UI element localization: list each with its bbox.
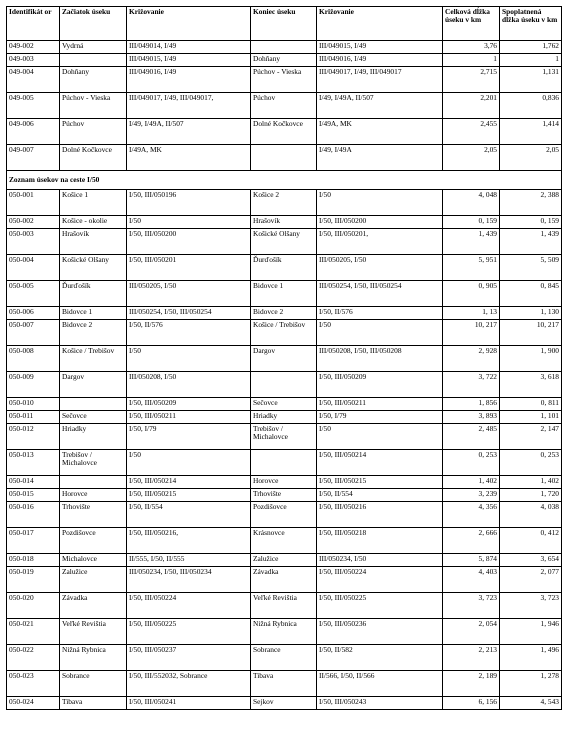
cell-crossing-end: I/50, III/050236 xyxy=(317,619,443,645)
cell-crossing-end: I/50 xyxy=(317,424,443,450)
cell-total-length: 4, 356 xyxy=(443,502,500,528)
header-toll-length: Spoplatnená dĺžka úseku v km xyxy=(500,7,562,41)
cell-total-length: 3, 893 xyxy=(443,411,500,424)
cell-crossing-start: I/50, III/050214 xyxy=(127,476,251,489)
cell-total-length: 10, 217 xyxy=(443,320,500,346)
cell-identifier: 050-021 xyxy=(7,619,60,645)
cell-crossing-start: I/50, III/050224 xyxy=(127,593,251,619)
cell-identifier: 050-003 xyxy=(7,229,60,255)
table-row xyxy=(7,554,562,567)
table-row xyxy=(7,54,562,67)
cell-crossing-end: I/50, III/050218 xyxy=(317,528,443,554)
cell-crossing-start: I/50, III/050211 xyxy=(127,411,251,424)
cell-crossing-start: I/49, I/49A, II/507 xyxy=(127,119,251,145)
cell-total-length: 2,201 xyxy=(443,93,500,119)
cell-crossing-end: I/50, III/050211 xyxy=(317,398,443,411)
cell-toll-length: 2, 388 xyxy=(500,190,562,216)
cell-total-length: 1, 856 xyxy=(443,398,500,411)
cell-section-start: Závadka xyxy=(60,593,127,619)
cell-section-start: Zalužice xyxy=(60,567,127,593)
table-row xyxy=(7,476,562,489)
cell-crossing-end: III/050234, I/50 xyxy=(317,554,443,567)
cell-toll-length: 0, 253 xyxy=(500,450,562,476)
cell-crossing-end: I/49A, MK xyxy=(317,119,443,145)
cell-section-start: Košice / Trebišov xyxy=(60,346,127,372)
table-row xyxy=(7,411,562,424)
cell-section-end: Nižná Rybnica xyxy=(251,619,317,645)
cell-toll-length: 0, 811 xyxy=(500,398,562,411)
table-row xyxy=(7,528,562,554)
cell-toll-length: 0,836 xyxy=(500,93,562,119)
cell-total-length: 2, 485 xyxy=(443,424,500,450)
cell-crossing-end: I/50, III/050216 xyxy=(317,502,443,528)
table-row xyxy=(7,216,562,229)
cell-crossing-end: III/050254, I/50, III/050254 xyxy=(317,281,443,307)
cell-crossing-start: III/049017, I/49, III/049017, xyxy=(127,93,251,119)
table-row xyxy=(7,450,562,476)
cell-section-start: Košice - okolie xyxy=(60,216,127,229)
cell-crossing-start: I/50, III/050200 xyxy=(127,229,251,255)
cell-crossing-start: I/50, III/050241 xyxy=(127,697,251,710)
table-row xyxy=(7,307,562,320)
cell-toll-length: 0, 159 xyxy=(500,216,562,229)
cell-identifier: 049-002 xyxy=(7,41,60,54)
cell-identifier: 050-011 xyxy=(7,411,60,424)
cell-identifier: 050-006 xyxy=(7,307,60,320)
header-section-end: Koniec úseku xyxy=(251,7,317,41)
cell-total-length: 5, 951 xyxy=(443,255,500,281)
header-crossing-start: Križovanie xyxy=(127,7,251,41)
cell-crossing-end: II/566, I/50, II/566 xyxy=(317,671,443,697)
cell-crossing-end: I/50, II/582 xyxy=(317,645,443,671)
cell-total-length: 3,76 xyxy=(443,41,500,54)
cell-section-end: Hrašovík xyxy=(251,216,317,229)
cell-toll-length: 1, 720 xyxy=(500,489,562,502)
cell-total-length: 1, 439 xyxy=(443,229,500,255)
cell-identifier: 050-018 xyxy=(7,554,60,567)
cell-section-start: Hriadky xyxy=(60,424,127,450)
cell-section-start: Vydrná xyxy=(60,41,127,54)
cell-section-end: Tibava xyxy=(251,671,317,697)
cell-toll-length: 5, 509 xyxy=(500,255,562,281)
cell-identifier: 049-005 xyxy=(7,93,60,119)
cell-section-end: Dolné Kočkovce xyxy=(251,119,317,145)
cell-section-end xyxy=(251,145,317,171)
cell-crossing-start: II/555, I/50, II/555 xyxy=(127,554,251,567)
table-header-row xyxy=(7,7,562,41)
cell-crossing-start: I/50 xyxy=(127,346,251,372)
cell-identifier: 050-002 xyxy=(7,216,60,229)
cell-toll-length: 1,762 xyxy=(500,41,562,54)
cell-section-start: Hrašovík xyxy=(60,229,127,255)
header-total-length: Celková dĺžka úseku v km xyxy=(443,7,500,41)
table-row xyxy=(7,671,562,697)
cell-section-end: Košické Olšany xyxy=(251,229,317,255)
cell-crossing-end: I/50, III/050225 xyxy=(317,593,443,619)
table-row xyxy=(7,41,562,54)
cell-crossing-start: III/050208, I/50 xyxy=(127,372,251,398)
cell-total-length: 3, 723 xyxy=(443,593,500,619)
table-row xyxy=(7,645,562,671)
cell-section-start: Nižná Rybnica xyxy=(60,645,127,671)
cell-crossing-end: I/50, III/050224 xyxy=(317,567,443,593)
table-row xyxy=(7,697,562,710)
cell-crossing-start: I/50, III/050209 xyxy=(127,398,251,411)
cell-total-length: 1 xyxy=(443,54,500,67)
cell-crossing-end: III/049015, I/49 xyxy=(317,41,443,54)
cell-section-start: Dargov xyxy=(60,372,127,398)
cell-section-end: Ďurďošík xyxy=(251,255,317,281)
cell-crossing-end: I/50 xyxy=(317,320,443,346)
cell-section-start: Veľké Revištia xyxy=(60,619,127,645)
cell-total-length: 1, 402 xyxy=(443,476,500,489)
cell-crossing-start: III/050254, I/50, III/050254 xyxy=(127,307,251,320)
cell-total-length: 3, 722 xyxy=(443,372,500,398)
cell-total-length: 1, 13 xyxy=(443,307,500,320)
cell-identifier: 050-024 xyxy=(7,697,60,710)
cell-crossing-start: I/50, III/050237 xyxy=(127,645,251,671)
cell-crossing-start: I/50 xyxy=(127,216,251,229)
cell-total-length: 2,715 xyxy=(443,67,500,93)
cell-section-end: Sejkov xyxy=(251,697,317,710)
cell-section-end: Krásnovce xyxy=(251,528,317,554)
cell-crossing-start: III/049015, I/49 xyxy=(127,54,251,67)
cell-identifier: 050-007 xyxy=(7,320,60,346)
table-row xyxy=(7,255,562,281)
cell-crossing-start: I/50, III/050201 xyxy=(127,255,251,281)
cell-section-end: Košice 2 xyxy=(251,190,317,216)
cell-section-start: Trhovište xyxy=(60,502,127,528)
cell-section-end: Bidovce 1 xyxy=(251,281,317,307)
cell-crossing-start: I/50, III/050196 xyxy=(127,190,251,216)
cell-total-length: 4, 048 xyxy=(443,190,500,216)
table-row xyxy=(7,190,562,216)
cell-crossing-end: I/50, II/576 xyxy=(317,307,443,320)
cell-toll-length: 0, 845 xyxy=(500,281,562,307)
cell-toll-length: 1, 439 xyxy=(500,229,562,255)
cell-crossing-end: I/50, III/050214 xyxy=(317,450,443,476)
cell-toll-length: 1, 496 xyxy=(500,645,562,671)
cell-section-end: Hriadky xyxy=(251,411,317,424)
road-sections-table xyxy=(6,6,562,710)
cell-crossing-start: I/50, III/552032, Sobrance xyxy=(127,671,251,697)
cell-section-end: Trhovište xyxy=(251,489,317,502)
cell-section-start xyxy=(60,398,127,411)
cell-toll-length: 1, 101 xyxy=(500,411,562,424)
cell-toll-length: 1 xyxy=(500,54,562,67)
cell-identifier: 050-020 xyxy=(7,593,60,619)
table-row xyxy=(7,67,562,93)
cell-crossing-start: III/050205, I/50 xyxy=(127,281,251,307)
cell-crossing-start: I/49A, MK xyxy=(127,145,251,171)
cell-crossing-end: III/050205, I/50 xyxy=(317,255,443,281)
cell-section-end: Dohňany xyxy=(251,54,317,67)
cell-toll-length: 10, 217 xyxy=(500,320,562,346)
cell-crossing-end: I/49, I/49A xyxy=(317,145,443,171)
cell-identifier: 050-005 xyxy=(7,281,60,307)
cell-section-start: Dohňany xyxy=(60,67,127,93)
cell-crossing-end: I/49, I/49A, II/507 xyxy=(317,93,443,119)
cell-crossing-end: I/50, III/050209 xyxy=(317,372,443,398)
cell-section-start: Bidovce 1 xyxy=(60,307,127,320)
cell-section-start: Púchov - Vieska xyxy=(60,93,127,119)
cell-section-end xyxy=(251,41,317,54)
cell-section-start: Košice 1 xyxy=(60,190,127,216)
cell-section-end: Púchov xyxy=(251,93,317,119)
cell-toll-length: 1, 402 xyxy=(500,476,562,489)
cell-toll-length: 1, 946 xyxy=(500,619,562,645)
cell-total-length: 2,05 xyxy=(443,145,500,171)
cell-section-end: Sečovce xyxy=(251,398,317,411)
table-row xyxy=(7,489,562,502)
table-row xyxy=(7,93,562,119)
cell-identifier: 050-019 xyxy=(7,567,60,593)
cell-total-length: 6, 156 xyxy=(443,697,500,710)
cell-crossing-end: I/50, III/050201, xyxy=(317,229,443,255)
cell-identifier: 050-001 xyxy=(7,190,60,216)
cell-total-length: 0, 159 xyxy=(443,216,500,229)
cell-identifier: 049-007 xyxy=(7,145,60,171)
cell-total-length: 2, 666 xyxy=(443,528,500,554)
cell-identifier: 049-006 xyxy=(7,119,60,145)
cell-crossing-start: III/049014, I/49 xyxy=(127,41,251,54)
cell-crossing-start: I/50, I/79 xyxy=(127,424,251,450)
header-crossing-end: Križovanie xyxy=(317,7,443,41)
cell-section-end: Dargov xyxy=(251,346,317,372)
cell-crossing-start: I/50, II/576 xyxy=(127,320,251,346)
cell-section-end xyxy=(251,450,317,476)
cell-total-length: 2, 189 xyxy=(443,671,500,697)
table-row xyxy=(7,229,562,255)
cell-identifier: 050-013 xyxy=(7,450,60,476)
cell-crossing-end: I/50, III/050200 xyxy=(317,216,443,229)
cell-identifier: 049-004 xyxy=(7,67,60,93)
cell-total-length: 4, 403 xyxy=(443,567,500,593)
cell-toll-length: 1, 130 xyxy=(500,307,562,320)
cell-crossing-end: III/049016, I/49 xyxy=(317,54,443,67)
cell-section-start: Bidovce 2 xyxy=(60,320,127,346)
cell-section-end: Veľké Revištia xyxy=(251,593,317,619)
cell-section-start xyxy=(60,54,127,67)
cell-identifier: 050-010 xyxy=(7,398,60,411)
cell-section-start: Púchov xyxy=(60,119,127,145)
cell-identifier: 050-017 xyxy=(7,528,60,554)
table-row xyxy=(7,502,562,528)
cell-crossing-start: I/50, III/050225 xyxy=(127,619,251,645)
cell-toll-length: 1, 900 xyxy=(500,346,562,372)
cell-toll-length: 4, 543 xyxy=(500,697,562,710)
section-title: Zoznam úsekov na ceste I/50 xyxy=(7,171,562,190)
cell-total-length: 2,455 xyxy=(443,119,500,145)
header-section-start: Začiatok úseku xyxy=(60,7,127,41)
table-row xyxy=(7,119,562,145)
table-row xyxy=(7,346,562,372)
cell-crossing-end: I/50, I/79 xyxy=(317,411,443,424)
cell-toll-length: 2, 147 xyxy=(500,424,562,450)
cell-section-start: Sobrance xyxy=(60,671,127,697)
cell-total-length: 2, 928 xyxy=(443,346,500,372)
cell-total-length: 2, 054 xyxy=(443,619,500,645)
cell-section-start: Pozdišovce xyxy=(60,528,127,554)
cell-section-start: Trebišov / Michalovce xyxy=(60,450,127,476)
cell-section-end: Pozdišovce xyxy=(251,502,317,528)
cell-section-end xyxy=(251,372,317,398)
cell-section-end: Zalužice xyxy=(251,554,317,567)
cell-section-start: Sečovce xyxy=(60,411,127,424)
cell-identifier: 050-014 xyxy=(7,476,60,489)
cell-crossing-end: I/50, III/050215 xyxy=(317,476,443,489)
cell-crossing-start: III/049016, I/49 xyxy=(127,67,251,93)
cell-total-length: 0, 253 xyxy=(443,450,500,476)
table-row xyxy=(7,145,562,171)
cell-section-end: Trebišov / Michalovce xyxy=(251,424,317,450)
table-row xyxy=(7,398,562,411)
cell-toll-length: 0, 412 xyxy=(500,528,562,554)
cell-section-start: Dolné Kočkovce xyxy=(60,145,127,171)
cell-identifier: 050-015 xyxy=(7,489,60,502)
cell-crossing-start: III/050234, I/50, III/050234 xyxy=(127,567,251,593)
cell-crossing-end: III/049017, I/49, III/049017 xyxy=(317,67,443,93)
cell-toll-length: 3, 654 xyxy=(500,554,562,567)
cell-toll-length: 1,131 xyxy=(500,67,562,93)
cell-section-start: Horovce xyxy=(60,489,127,502)
cell-toll-length: 1,414 xyxy=(500,119,562,145)
cell-section-end: Púchov - Vieska xyxy=(251,67,317,93)
cell-crossing-start: I/50, II/554 xyxy=(127,502,251,528)
cell-total-length: 2, 213 xyxy=(443,645,500,671)
cell-section-end: Bidovce 2 xyxy=(251,307,317,320)
table-row xyxy=(7,320,562,346)
cell-identifier: 050-008 xyxy=(7,346,60,372)
cell-crossing-end: III/050208, I/50, III/050208 xyxy=(317,346,443,372)
cell-crossing-start: I/50, III/050215 xyxy=(127,489,251,502)
section-title-row xyxy=(7,171,562,190)
cell-identifier: 050-012 xyxy=(7,424,60,450)
cell-total-length: 3, 239 xyxy=(443,489,500,502)
cell-identifier: 050-023 xyxy=(7,671,60,697)
cell-identifier: 050-004 xyxy=(7,255,60,281)
cell-toll-length: 3, 618 xyxy=(500,372,562,398)
table-row xyxy=(7,281,562,307)
cell-section-start xyxy=(60,476,127,489)
header-identifier: Identifikát or xyxy=(7,7,60,41)
cell-section-start: Michalovce xyxy=(60,554,127,567)
cell-total-length: 0, 905 xyxy=(443,281,500,307)
cell-section-end: Košice / Trebišov xyxy=(251,320,317,346)
cell-crossing-end: I/50, II/554 xyxy=(317,489,443,502)
cell-crossing-end: I/50 xyxy=(317,190,443,216)
cell-toll-length: 4, 038 xyxy=(500,502,562,528)
cell-identifier: 049-003 xyxy=(7,54,60,67)
cell-toll-length: 2,05 xyxy=(500,145,562,171)
table-row xyxy=(7,372,562,398)
cell-section-end: Sobrance xyxy=(251,645,317,671)
cell-crossing-end: I/50, III/050243 xyxy=(317,697,443,710)
cell-crossing-start: I/50, III/050216, xyxy=(127,528,251,554)
cell-section-start: Ďurďošík xyxy=(60,281,127,307)
cell-total-length: 5, 874 xyxy=(443,554,500,567)
table-row xyxy=(7,424,562,450)
cell-toll-length: 2, 077 xyxy=(500,567,562,593)
cell-identifier: 050-016 xyxy=(7,502,60,528)
cell-section-start: Košické Olšany xyxy=(60,255,127,281)
table-row xyxy=(7,619,562,645)
cell-section-start: Tibava xyxy=(60,697,127,710)
cell-toll-length: 3, 723 xyxy=(500,593,562,619)
cell-identifier: 050-009 xyxy=(7,372,60,398)
table-row xyxy=(7,593,562,619)
cell-toll-length: 1, 278 xyxy=(500,671,562,697)
cell-section-end: Horovce xyxy=(251,476,317,489)
table-row xyxy=(7,567,562,593)
cell-identifier: 050-022 xyxy=(7,645,60,671)
cell-crossing-start: I/50 xyxy=(127,450,251,476)
cell-section-end: Závadka xyxy=(251,567,317,593)
